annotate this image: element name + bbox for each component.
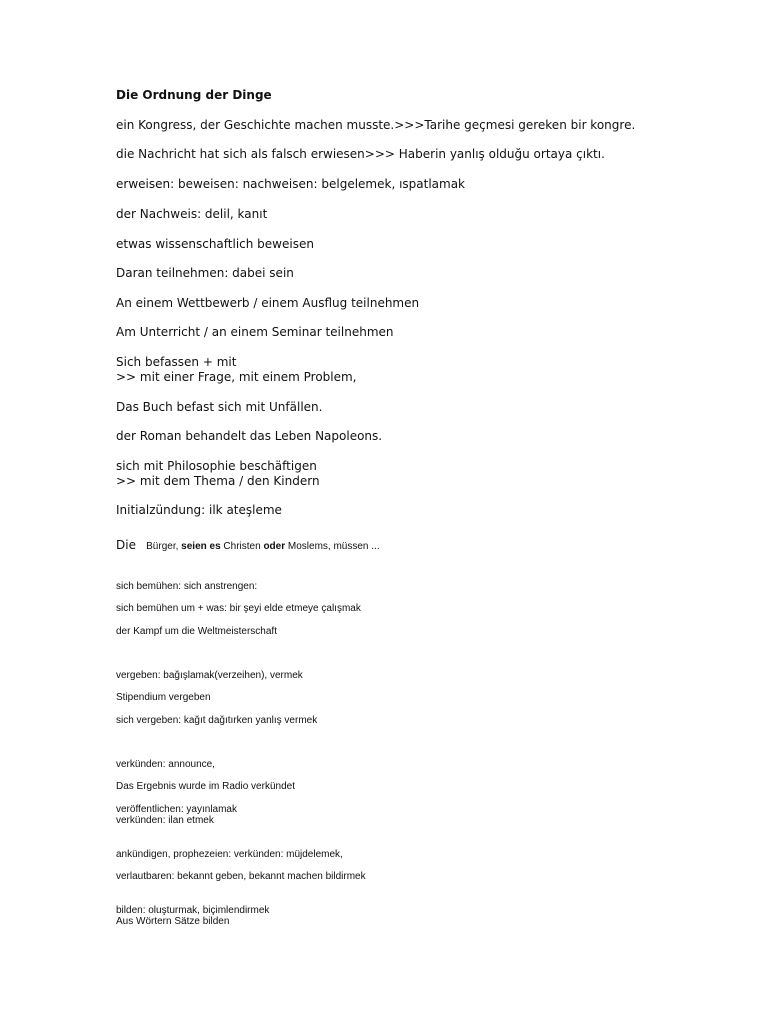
document-title: Die Ordnung der Dinge <box>116 88 272 102</box>
paragraph: >> mit dem Thema / den Kindern <box>116 474 320 488</box>
paragraph: der Kampf um die Weltmeisterschaft <box>116 626 277 637</box>
paragraph: sich bemühen um + was: bir şeyi elde etmeye çalışmak <box>116 603 361 614</box>
paragraph: sich vergeben: kağıt dağıtırken yanlış vermek <box>116 715 318 726</box>
paragraph: Initialzündung: ilk ateşleme <box>116 503 282 517</box>
paragraph: die Nachricht hat sich als falsch erwiesen>>> Haberin yanlış olduğu ortaya çıktı. <box>116 147 605 161</box>
paragraph: An einem Wettbewerb / einem Ausflug teilnehmen <box>116 296 420 310</box>
paragraph: verkünden: announce, <box>116 759 215 770</box>
text-run: Bürger, <box>146 541 182 552</box>
paragraph: erweisen: beweisen: nachweisen: belgelemek, ıspatlamak <box>116 177 466 191</box>
paragraph: etwas wissenschaftlich beweisen <box>116 237 314 251</box>
mixed-paragraph <box>116 534 380 553</box>
paragraph: ein Kongress, der Geschichte machen musste.>>>Tarihe geçmesi gereken bir kongre. <box>116 118 636 132</box>
paragraph: Das Buch befast sich mit Unfällen. <box>116 400 323 414</box>
paragraph: verkünden: ilan etmek <box>116 815 214 826</box>
paragraph: der Nachweis: delil, kanıt <box>116 207 268 221</box>
paragraph: bilden: oluşturmak, biçimlendirmek <box>116 905 270 916</box>
bold-run: seien es <box>181 541 221 552</box>
bold-run: oder <box>263 541 286 552</box>
paragraph: veröffentlichen: yayınlamak <box>116 804 237 815</box>
text-run: Moslems, müssen ... <box>285 541 380 552</box>
paragraph: vergeben: bağışlamak(verzeihen), vermek <box>116 670 303 681</box>
paragraph: sich bemühen: sich anstrengen: <box>116 581 258 592</box>
word-die: Die <box>116 538 136 552</box>
paragraph: der Roman behandelt das Leben Napoleons. <box>116 429 383 443</box>
paragraph: Aus Wörtern Sätze bilden <box>116 916 230 927</box>
paragraph: ankündigen, prophezeien: verkünden: müjdelemek, <box>116 849 343 860</box>
paragraph: >> mit einer Frage, mit einem Problem, <box>116 370 357 384</box>
text-run: Christen <box>220 541 264 552</box>
paragraph: Stipendium vergeben <box>116 692 211 703</box>
paragraph: Am Unterricht / an einem Seminar teilnehmen <box>116 325 394 339</box>
paragraph: Das Ergebnis wurde im Radio verkündet <box>116 781 295 792</box>
paragraph: sich mit Philosophie beschäftigen <box>116 459 317 473</box>
paragraph: Sich befassen + mit <box>116 355 237 369</box>
paragraph: Daran teilnehmen: dabei sein <box>116 266 294 280</box>
paragraph: verlautbaren: bekannt geben, bekannt machen bildirmek <box>116 871 366 882</box>
